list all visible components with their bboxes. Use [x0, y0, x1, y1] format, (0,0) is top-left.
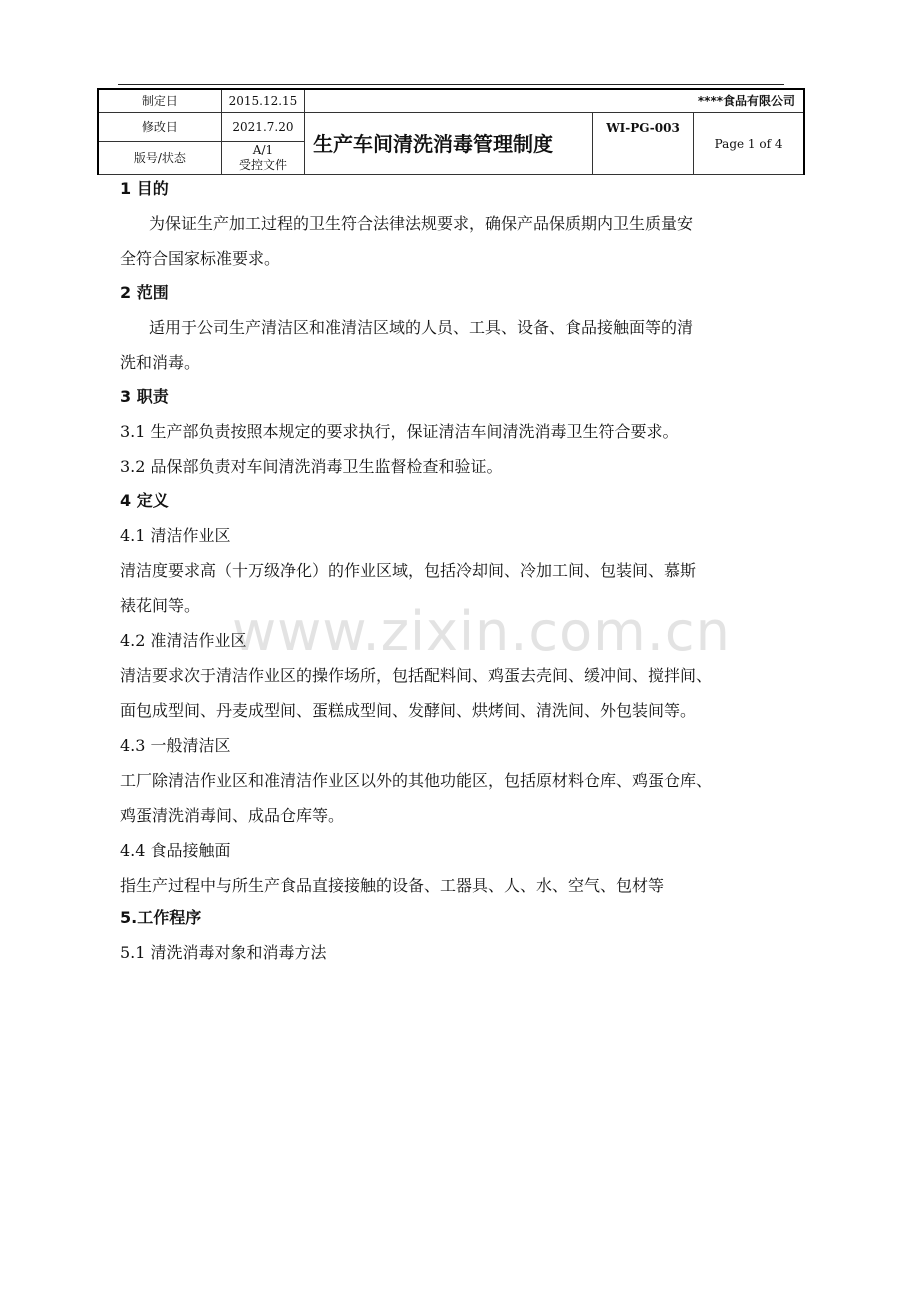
section-4-4-text: 指生产过程中与所生产食品直接接触的设备、工器具、人、水、空气、包材等 — [120, 876, 665, 895]
company-name: ****食品有限公司 — [305, 89, 804, 113]
version-value: A/1 — [252, 143, 274, 157]
section-1-heading: 1 目的 — [120, 179, 169, 198]
section-1-text-line-1: 为保证生产加工过程的卫生符合法律法规要求，确保产品保质期内卫生质量安 — [149, 214, 694, 233]
established-label: 制定日 — [98, 89, 221, 113]
section-4-1-heading: 4.1 清洁作业区 — [120, 526, 231, 545]
section-4-2-heading: 4.2 准清洁作业区 — [120, 631, 247, 650]
section-2-text-line-1: 适用于公司生产清洁区和准清洁区域的人员、工具、设备、食品接触面等的清 — [149, 318, 694, 337]
section-4-3-heading: 4.3 一般清洁区 — [120, 736, 231, 755]
section-4-3-text-line-2: 鸡蛋清洗消毒间、成品仓库等。 — [120, 806, 345, 825]
section-1-text-line-2: 全符合国家标准要求。 — [120, 249, 281, 268]
section-4-4-heading: 4.4 食品接触面 — [120, 841, 231, 860]
section-3-1: 3.1 生产部负责按照本规定的要求执行，保证清洁车间清洗消毒卫生符合要求。 — [120, 422, 679, 441]
section-4-2-text-line-2: 面包成型间、丹麦成型间、蛋糕成型间、发酵间、烘烤间、清洗间、外包装间等。 — [120, 701, 697, 720]
document-body — [120, 176, 785, 970]
version-status-cell — [221, 142, 304, 175]
section-5-heading: 5.工作程序 — [120, 908, 202, 927]
document-code: WI-PG-003 — [592, 113, 693, 175]
established-date: 2015.12.15 — [221, 89, 304, 113]
document-header-table — [97, 88, 805, 175]
section-2-heading: 2 范围 — [120, 283, 169, 302]
section-2-text-line-2: 洗和消毒。 — [120, 353, 201, 372]
section-3-heading: 3 职责 — [120, 387, 169, 406]
header-top-rule — [118, 84, 784, 85]
section-3-2: 3.2 品保部负责对车间清洗消毒卫生监督检查和验证。 — [120, 457, 503, 476]
version-label: 版号/状态 — [98, 142, 221, 175]
revised-date: 2021.7.20 — [221, 113, 304, 142]
controlled-status: 受控文件 — [238, 158, 287, 172]
section-5-1-heading: 5.1 清洗消毒对象和消毒方法 — [120, 943, 327, 962]
revised-label: 修改日 — [98, 113, 221, 142]
section-4-3-text-line-1: 工厂除清洁作业区和准清洁作业区以外的其他功能区，包括原材料仓库、鸡蛋仓库、 — [120, 771, 713, 790]
section-4-2-text-line-1: 清洁要求次于清洁作业区的操作场所，包括配料间、鸡蛋去壳间、缓冲间、搅拌间、 — [120, 666, 713, 685]
page-indicator: Page 1 of 4 — [694, 113, 804, 175]
section-4-1-text-line-2: 裱花间等。 — [120, 596, 201, 615]
document-title: 生产车间清洗消毒管理制度 — [305, 113, 593, 175]
section-4-1-text-line-1: 清洁度要求高（十万级净化）的作业区域，包括冷却间、冷加工间、包装间、慕斯 — [120, 561, 697, 580]
watermark: www.zixin.com.cn — [232, 600, 731, 663]
section-4-heading: 4 定义 — [120, 491, 169, 510]
